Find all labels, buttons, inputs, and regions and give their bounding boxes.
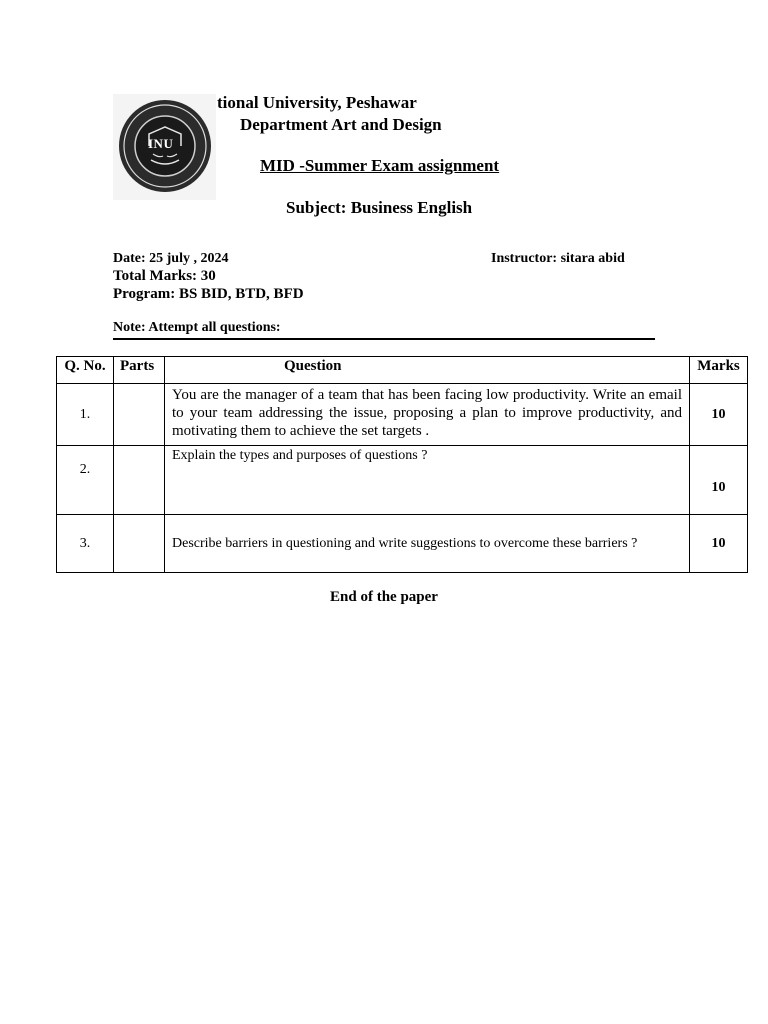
instructor-name: Instructor: sitara abid — [491, 251, 625, 266]
end-of-paper: End of the paper — [330, 589, 438, 605]
total-marks: Total Marks: 30 — [113, 268, 216, 284]
subject-title: Subject: Business English — [286, 198, 473, 217]
instructions-note: Note: Attempt all questions: — [113, 320, 281, 335]
question-text: Explain the types and purposes of questions ? — [165, 446, 690, 515]
question-marks: 10 — [690, 384, 748, 446]
logo-mark-text: INU — [148, 136, 174, 151]
question-text: Describe barriers in questioning and write suggestions to overcome these barriers ? — [165, 515, 690, 573]
question-part — [114, 446, 165, 515]
questions-table — [56, 356, 748, 573]
program-list: Program: BS BID, BTD, BFD — [113, 286, 304, 302]
university-title: tional University, Peshawar — [217, 93, 417, 112]
question-part — [114, 515, 165, 573]
table-row — [57, 446, 748, 515]
header-parts: Parts — [114, 357, 165, 384]
table-row — [57, 515, 748, 573]
question-marks: 10 — [690, 446, 748, 515]
university-logo — [113, 94, 216, 200]
question-part — [114, 384, 165, 446]
exam-date: Date: 25 july , 2024 — [113, 251, 229, 266]
question-number: 1. — [57, 384, 114, 446]
header-qno: Q. No. — [57, 357, 114, 384]
note-underline — [113, 338, 655, 340]
exam-title: MID -Summer Exam assignment — [260, 156, 500, 175]
header-question: Question — [165, 357, 690, 384]
question-text: You are the manager of a team that has been facing low productivity. Write an email to your team addressing the issue, proposing a plan to improve productivity, and motivating them to achieve the set targets . — [165, 384, 690, 446]
question-number: 3. — [57, 515, 114, 573]
department-name: Department Art and Design — [240, 115, 442, 134]
question-marks: 10 — [690, 515, 748, 573]
question-number: 2. — [57, 446, 114, 515]
table-row — [57, 384, 748, 446]
header-marks: Marks — [690, 357, 748, 384]
table-header-row — [57, 357, 748, 384]
